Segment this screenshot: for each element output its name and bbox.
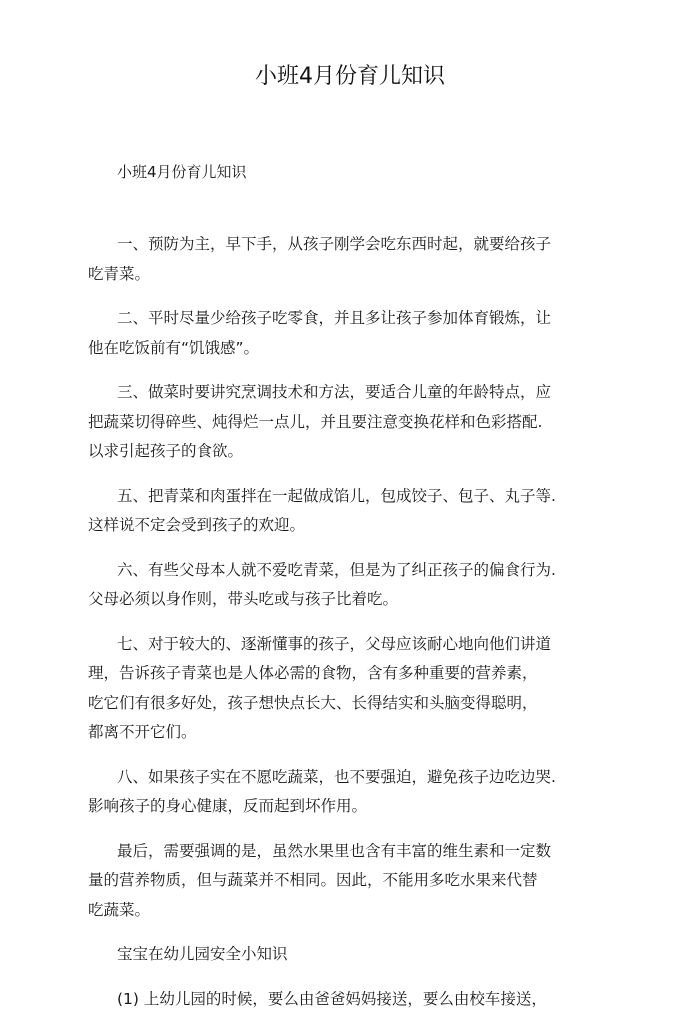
paragraph-line: 量的营养物质，但与蔬菜并不相同。因此，不能用多吃水果来代替 (88, 871, 538, 889)
paragraph-1 (88, 230, 608, 289)
paragraph-7 (88, 763, 608, 822)
page-title: 小班4月份育儿知识 (255, 64, 445, 89)
paragraph-line: 他在吃饭前有“饥饿感”。 (88, 338, 260, 357)
paragraph-line: 吃它们有很多好处，孩子想快点长大、长得结实和头脑变得聪明， (88, 693, 538, 712)
paragraph-5 (88, 556, 608, 615)
paragraph-line: 六、有些父母本人就不爱吃青菜，但是为了纠正孩子的偏食行为. (117, 560, 556, 579)
paragraph-line: 都离不开它们。 (88, 723, 197, 741)
paragraph-line: 把蔬菜切得碎些、炖得烂一点儿，并且要注意变换花样和色彩搭配. (88, 412, 543, 431)
paragraph-line: (1) 上幼儿园的时候，要么由爸爸妈妈接送，要么由校车接送， (117, 989, 547, 1008)
paragraph-line: 一、预防为主，早下手，从孩子刚学会吃东西时起，就要给孩子 (117, 235, 552, 253)
paragraph-8 (88, 837, 608, 926)
paragraph-line: 影响孩子的身心健康，反而起到坏作用。 (88, 797, 368, 815)
paragraph-6 (88, 630, 608, 748)
paragraph-line: 七、对于较大的、逐渐懂事的孩子，父母应该耐心地向他们讲道 (117, 634, 552, 653)
document-body (88, 230, 608, 1029)
document-subtitle: 小班4月份育儿知识 (117, 163, 247, 181)
section-heading: 宝宝在幼儿园安全小知识 (117, 945, 288, 963)
paragraph-line: 吃蔬菜。 (88, 900, 151, 919)
paragraph-line: 五、把青菜和肉蛋拌在一起做成馅儿，包成饺子、包子、丸子等. (117, 486, 556, 505)
paragraph-line: 吃青菜。 (88, 264, 151, 283)
paragraph-line: 三、做菜时要讲究烹调技术和方法，要适合儿童的年龄特点，应 (117, 383, 552, 401)
paragraph-line: 父母必须以身作则，带头吃或与孩子比着吃。 (88, 590, 399, 608)
paragraph-line: 最后，需要强调的是，虽然水果里也含有丰富的维生素和一定数 (117, 841, 552, 860)
paragraph-line: 八、如果孩子实在不愿吃蔬菜，也不要强迫，避免孩子边吃边哭. (117, 767, 556, 786)
paragraph-line: 二、平时尽量少给孩子吃零食，并且多让孩子参加体育锻炼，让 (117, 309, 552, 327)
paragraph-line: 这样说不定会受到孩子的欢迎。 (88, 516, 306, 534)
paragraph-line: 以求引起孩子的食欲。 (88, 442, 244, 460)
paragraph-line: 理，告诉孩子青菜也是人体必需的食物，含有多种重要的营养素， (88, 664, 538, 682)
paragraph-4 (88, 482, 608, 541)
paragraph-3 (88, 378, 608, 467)
paragraph-2 (88, 304, 608, 363)
